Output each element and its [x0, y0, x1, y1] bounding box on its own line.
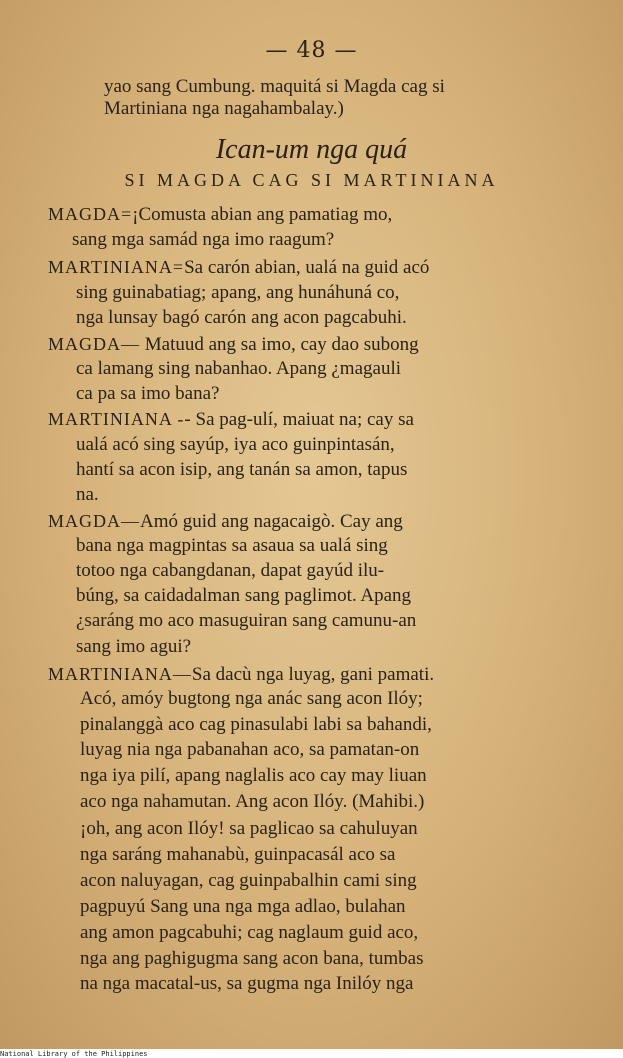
- scene-title: Ican-um nga quá: [215, 134, 408, 165]
- speaker-label: MARTINIANA=: [48, 257, 185, 277]
- dialogue-line: [48, 510, 403, 533]
- intro-line: Martiniana nga nagahambalay.): [104, 98, 344, 119]
- dialogue-line: bana nga magpintas sa asaua sa ualá sing: [76, 535, 388, 556]
- dialogue-line: hantí sa acon isip, ang tanán sa amon, tapus: [76, 459, 408, 480]
- speaker-label: MAGDA—: [48, 334, 141, 354]
- dialogue-line: [48, 663, 434, 686]
- dialogue-text: Amó guid ang nagacaigò. Cay ang: [140, 511, 403, 532]
- dialogue-line: búng, sa caidadalman sang paglimot. Apang: [76, 585, 412, 606]
- dialogue-line: sing guinabatiag; apang, ang hunáhuná co,: [76, 282, 400, 303]
- intro-line: yao sang Cumbung. maquitá si Magda cag si: [104, 76, 445, 97]
- dialogue-line: luyag nia nga pabanahan aco, sa pamatan-on: [80, 739, 420, 760]
- dialogue-line: [48, 203, 392, 226]
- dialogue-line: sang mga samád nga imo raagum?: [72, 229, 335, 250]
- footer-credit: National Library of the Philippines: [0, 1050, 148, 1058]
- dialogue-text: - Sa pag-ulí, maiuat na; cay sa: [184, 409, 414, 430]
- dialogue-line: totoo nga cabangdanan, dapat gayúd ilu-: [76, 560, 385, 581]
- page-number: — 48 —: [265, 38, 358, 63]
- dialogue-line: nga lunsay bagó carón ang acon pagcabuhi.: [76, 307, 407, 328]
- dialogue-line: [48, 256, 429, 279]
- dialogue-text: Matuud ang sa imo, cay dao subong: [140, 334, 419, 355]
- dialogue-line: ualá acó sing sayúp, iya aco guinpintasán,: [76, 434, 395, 455]
- dialogue-line: ang amon pagcabuhi; cag naglaum guid aco,: [80, 922, 419, 943]
- dialogue-text: Sa dacù nga luyag, gani pamati.: [191, 664, 435, 685]
- dialogue-text: Sa carón abian, ualá na guid acó: [184, 257, 430, 278]
- dialogue-line: na nga macatal-us, sa gugma nga Inilóy nga: [80, 973, 414, 994]
- dialogue-line: ¿saráng mo aco masuguiran sang camunu-an: [76, 610, 417, 631]
- dialogue-line: ca lamang sing nabanhao. Apang ¿magauli: [76, 358, 402, 379]
- dialogue-line: aco nga nahamutan. Ang acon Ilóy. (Mahibi.): [80, 791, 425, 812]
- speaker-label: MAGDA=: [48, 204, 133, 224]
- dialogue-line: [48, 408, 414, 431]
- speaker-label: MARTINIANA -: [48, 409, 185, 429]
- dialogue-line: [48, 333, 419, 356]
- dialogue-line: pinalanggà aco cag pinasulabi labi sa bahandi,: [80, 714, 432, 735]
- dialogue-line: nga ang paghigugma sang acon bana, tumbas: [80, 948, 424, 969]
- dialogue-line: nga saráng mahanabù, guinpacasál aco sa: [80, 844, 396, 865]
- dialogue-line: ¡oh, ang acon Ilóy! sa paglicao sa cahuluyan: [80, 818, 418, 839]
- dialogue-line: ca pa sa imo bana?: [76, 383, 220, 404]
- dialogue-line: Acó, amóy bugtong nga anác sang acon Ilóy;: [80, 688, 423, 709]
- speaker-label: MARTINIANA—: [48, 664, 192, 684]
- dialogue-line: acon naluyagan, cag guinpabalhin cami sing: [80, 870, 417, 891]
- speaker-label: MAGDA—: [48, 511, 141, 531]
- dialogue-line: na.: [76, 484, 99, 505]
- dialogue-line: pagpuyú Sang una nga mga adlao, bulahan: [80, 896, 406, 917]
- scene-subtitle: SI MAGDA CAG SI MARTINIANA: [124, 170, 499, 190]
- dialogue-text: ¡Comusta abian ang pamatiag mo,: [132, 204, 393, 225]
- dialogue-line: nga iya pilí, apang naglalis aco cay may liuan: [80, 765, 427, 786]
- dialogue-line: sang imo agui?: [76, 636, 192, 657]
